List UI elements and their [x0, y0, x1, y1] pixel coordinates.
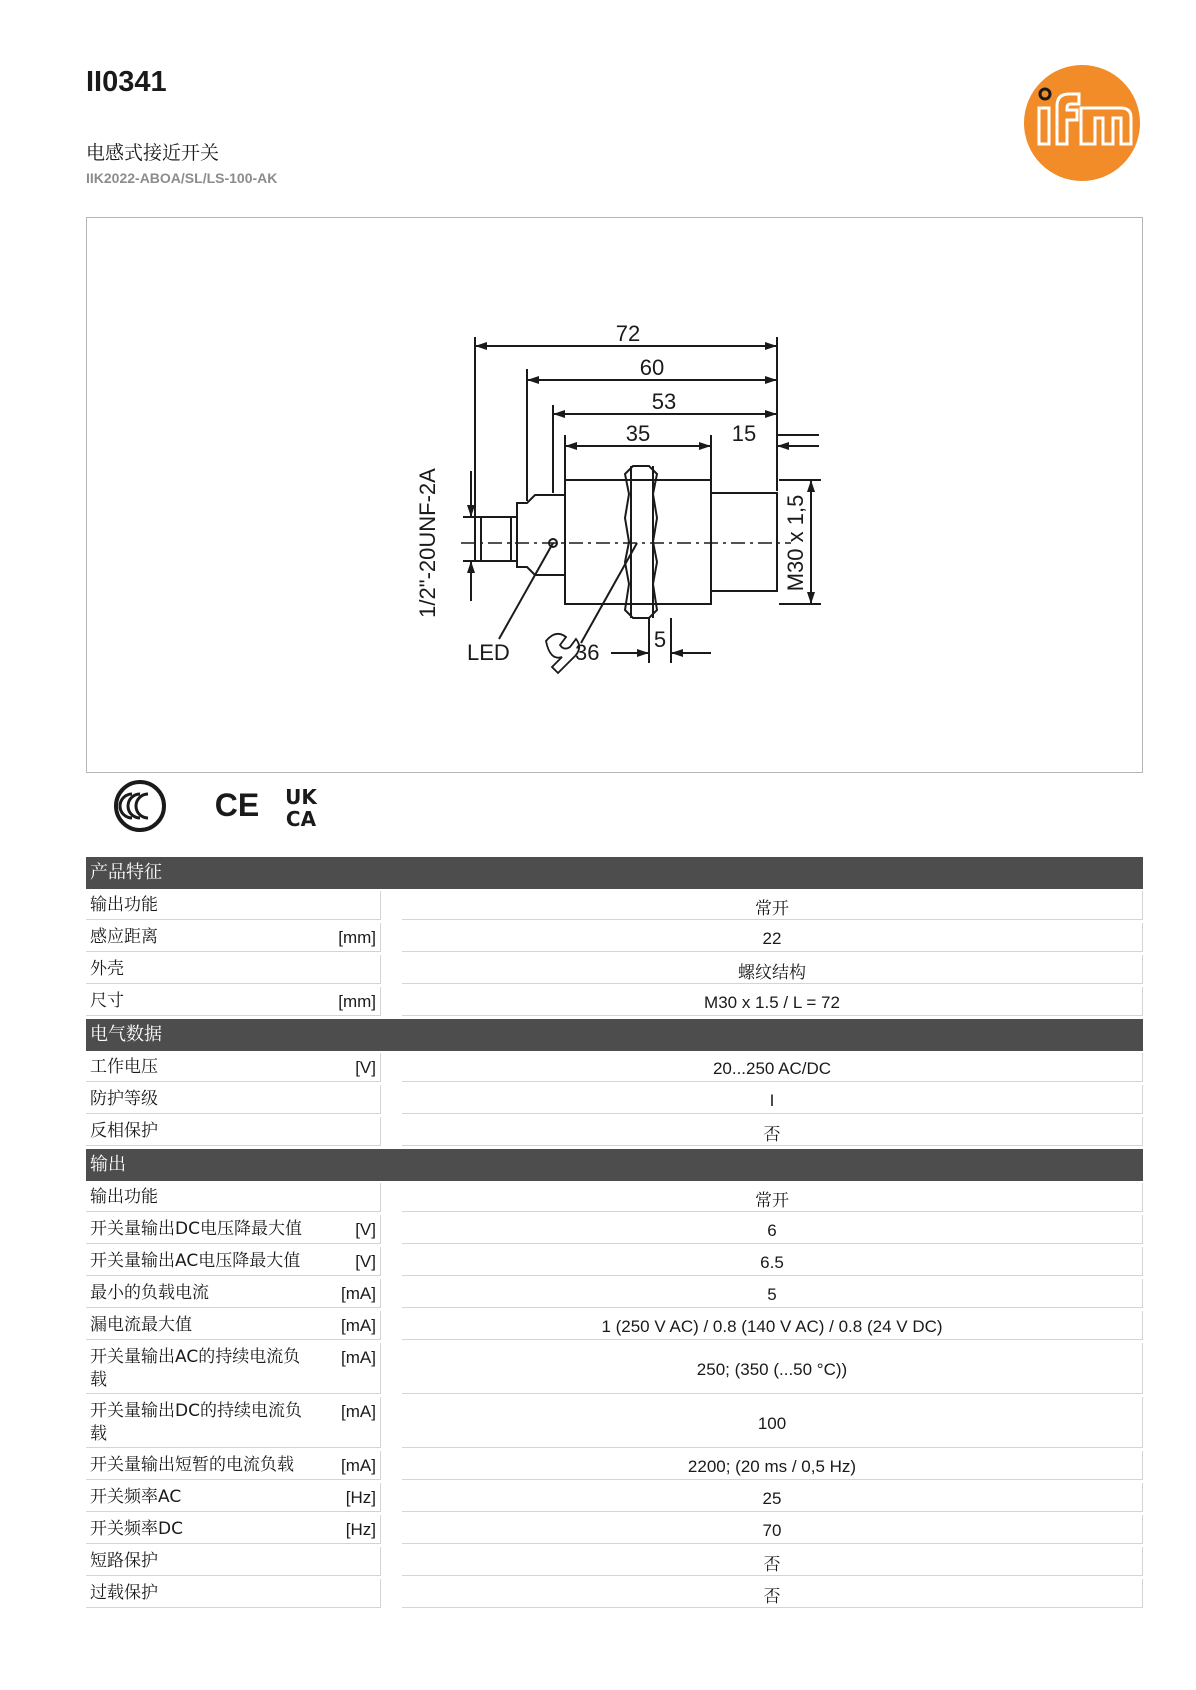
product-id: II0341 [86, 66, 167, 98]
spec-unit: [V] [355, 1220, 376, 1239]
spec-unit: [mm] [338, 992, 376, 1011]
spec-row [86, 891, 1143, 920]
spec-row [86, 1547, 1143, 1576]
spec-table [86, 857, 1143, 1611]
spec-row [86, 1579, 1143, 1608]
spec-value: M30 x 1.5 / L = 72 [402, 987, 1143, 1016]
spec-value: 螺纹结构 [402, 955, 1143, 984]
spec-value: 100 [402, 1397, 1143, 1448]
spec-row [86, 1183, 1143, 1212]
ukca-mark-bottom: CA [285, 807, 317, 831]
spec-value: 6 [402, 1215, 1143, 1244]
ukca-mark-top: UK [285, 785, 317, 809]
led-label: LED [467, 640, 510, 665]
spec-label: 最小的负载电流 [90, 1283, 209, 1303]
spec-row [86, 1311, 1143, 1340]
spec-row [86, 987, 1143, 1016]
spec-label: 输出功能 [90, 895, 158, 915]
spec-unit: [mA] [341, 1402, 376, 1421]
thread-label: M30 x 1,5 [783, 494, 808, 592]
spec-row [86, 1279, 1143, 1308]
dim-35: 35 [625, 421, 651, 446]
dim-5: 5 [653, 627, 667, 652]
spec-value: 20...250 AC/DC [402, 1053, 1143, 1082]
spec-unit: [V] [355, 1058, 376, 1077]
dim-72: 72 [615, 321, 641, 346]
spec-unit: [mA] [341, 1284, 376, 1303]
spec-row [86, 1483, 1143, 1512]
spec-row [86, 1515, 1143, 1544]
spec-unit: [V] [355, 1252, 376, 1271]
spec-label: 外壳 [90, 959, 124, 979]
spec-row [86, 1053, 1143, 1082]
spec-label: 短路保护 [90, 1551, 158, 1571]
spec-unit: [mA] [341, 1348, 376, 1367]
spec-value: 常开 [402, 1183, 1143, 1212]
spec-row [86, 1085, 1143, 1114]
spec-label: 输出功能 [90, 1187, 158, 1207]
spec-value: 70 [402, 1515, 1143, 1544]
spec-row [86, 1215, 1143, 1244]
spec-value: I [402, 1085, 1143, 1114]
type-code: IIK2022-ABOA/SL/LS-100-AK [86, 170, 278, 186]
spec-unit: [Hz] [345, 1488, 376, 1507]
dim-53: 53 [651, 389, 677, 414]
spec-value: 否 [402, 1117, 1143, 1146]
spec-label: 开关频率AC [90, 1487, 182, 1507]
product-title: 电感式接近开关 [86, 142, 220, 164]
spec-label: 开关量输出DC电压降最大值 [90, 1219, 302, 1239]
spec-value: 2200; (20 ms / 0,5 Hz) [402, 1451, 1143, 1480]
dim-15: 15 [731, 421, 757, 446]
spec-row [86, 1247, 1143, 1276]
section-header: 电气数据 [86, 1019, 1143, 1051]
spec-label: 开关量输出DC的持续电流负载 [90, 1401, 302, 1444]
spec-value: 常开 [402, 891, 1143, 920]
spec-row [86, 1343, 1143, 1394]
spec-unit: [mA] [341, 1316, 376, 1335]
section-header: 产品特征 [86, 857, 1143, 889]
spec-row [86, 955, 1143, 984]
spec-unit: [Hz] [345, 1520, 376, 1539]
spec-label: 开关量输出AC电压降最大值 [90, 1251, 301, 1271]
spec-label: 工作电压 [90, 1057, 158, 1077]
spec-value: 6.5 [402, 1247, 1143, 1276]
spec-row [86, 1117, 1143, 1146]
ce-mark: CE [214, 787, 260, 823]
spec-value: 否 [402, 1579, 1143, 1608]
spec-label: 防护等级 [90, 1089, 158, 1109]
dim-60: 60 [639, 355, 665, 380]
spec-label: 开关频率DC [90, 1519, 183, 1539]
spec-label: 漏电流最大值 [90, 1315, 192, 1335]
spec-row [86, 1451, 1143, 1480]
connector-label: 1/2"-20UNF-2A [415, 468, 440, 618]
spec-label: 感应距离 [90, 927, 158, 947]
spec-unit: [mm] [338, 928, 376, 947]
spec-value: 5 [402, 1279, 1143, 1308]
spec-value: 250; (350 (...50 °C)) [402, 1343, 1143, 1394]
spec-value: 22 [402, 923, 1143, 952]
spec-label: 开关量输出AC的持续电流负载 [90, 1347, 301, 1390]
spec-label: 尺寸 [90, 991, 124, 1011]
section-header: 输出 [86, 1149, 1143, 1181]
dim-36: 36 [575, 640, 600, 665]
spec-value: 25 [402, 1483, 1143, 1512]
spec-label: 反相保护 [90, 1121, 158, 1141]
spec-label: 过载保护 [90, 1583, 158, 1603]
spec-label: 开关量输出短暂的电流负载 [90, 1455, 294, 1475]
spec-value: 否 [402, 1547, 1143, 1576]
spec-row [86, 923, 1143, 952]
spec-value: 1 (250 V AC) / 0.8 (140 V AC) / 0.8 (24 V DC) [402, 1311, 1143, 1340]
spec-unit: [mA] [341, 1456, 376, 1475]
spec-row [86, 1397, 1143, 1448]
